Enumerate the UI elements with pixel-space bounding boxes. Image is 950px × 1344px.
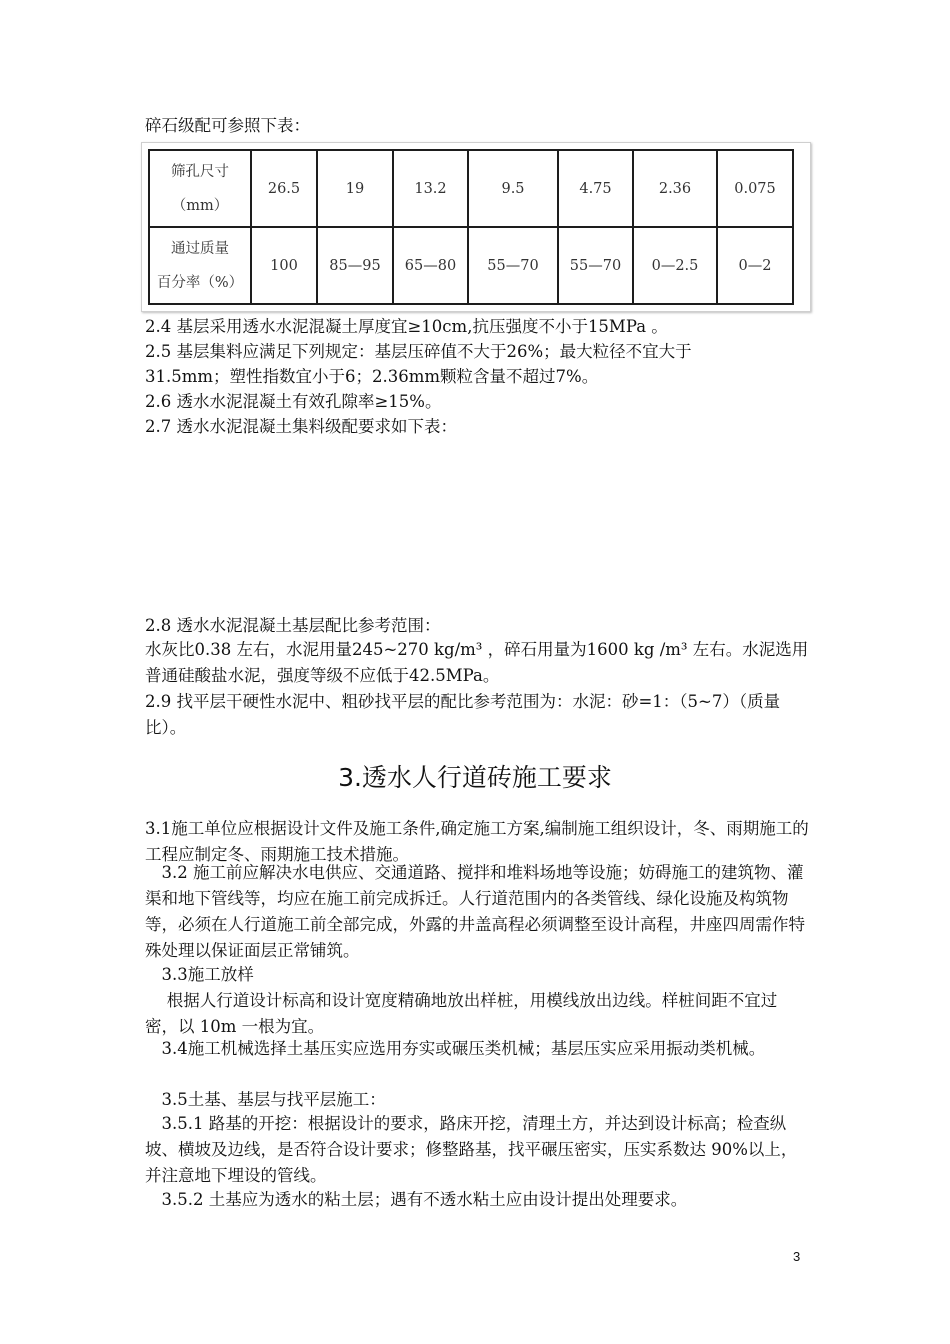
para-3-3-body: 根据人行道设计标高和设计宽度精确地放出样桩，用模线放出边线。样桩间距不宜过密，以 10m 一根为宜。	[145, 991, 778, 1036]
item-2-4: 2.4 基层采用透水水泥混凝土厚度宜≥10cm,抗压强度不小于15MPa 。	[145, 317, 668, 336]
item-2-5-line2: 31.5mm；塑性指数宜小于6；2.36mm颗粒含量不超过7%。	[145, 367, 599, 386]
row-header-passing-percent: 通过质量 百分率（%）	[149, 227, 251, 304]
table-cell: 0.075	[717, 150, 793, 227]
para-3-5-1: 3.5.1 路基的开挖：根据设计的要求，路床开挖，清理土方，并达到设计标高；检查纵坡、横坡及边线，是否符合设计要求；修整路基，找平碾压密实，压实系数达 90%以上，并注意地下埋设的管线。	[145, 1114, 798, 1185]
para-3-5: 3.5土基、基层与找平层施工：	[145, 1090, 386, 1109]
item-2-6: 2.6 透水水泥混凝土有效孔隙率≥15%。	[145, 392, 442, 411]
para-3-5-2: 3.5.2 土基应为透水的粘土层；遇有不透水粘土应由设计提出处理要求。	[145, 1190, 688, 1209]
item-2-8-body: 水灰比0.38 左右，水泥用量245~270 kg/m³ ，碎石用量为1600 kg /m³ 左右。水泥选用普通硅酸盐水泥，强度等级不应低于42.5MPa。	[145, 640, 809, 685]
table-intro: 碎石级配可参照下表：	[145, 116, 310, 135]
para-3-4: 3.4施工机械选择土基压实应选用夯实或碾压类机械；基层压实应采用振动类机械。	[145, 1039, 766, 1058]
gradation-table-image	[141, 142, 811, 312]
table-cell: 13.2	[393, 150, 468, 227]
item-2-7: 2.7 透水水泥混凝土集料级配要求如下表：	[145, 417, 457, 436]
para-3-1: 3.1施工单位应根据设计文件及施工条件,确定施工方案,编制施工组织设计，冬、雨期施工的工程应制定冬、雨期施工技术措施。	[145, 819, 809, 864]
table-cell: 100	[251, 227, 317, 304]
table-cell: 0—2	[717, 227, 793, 304]
item-2-8: 2.8 透水水泥混凝土基层配比参考范围：	[145, 616, 441, 635]
section-title: 3.透水人行道砖施工要求	[338, 763, 612, 792]
table-cell: 9.5	[468, 150, 558, 227]
table-cell: 55—70	[468, 227, 558, 304]
page-number: 3	[793, 1249, 801, 1264]
table-cell: 0—2.5	[633, 227, 717, 304]
para-3-2: 3.2 施工前应解决水电供应、交通道路、搅拌和堆料场地等设施；妨碍施工的建筑物、灌渠和地下管线等，均应在施工前完成拆迁。人行道范围内的各类管线、绿化设施及构筑物等，必须在人行道施工前全部完成，外露的井盖高程必须调整至设计高程，井座四周需作特殊处理以保证面层正常铺筑。	[145, 863, 805, 960]
item-2-5-line1: 2.5 基层集料应满足下列规定：基层压碎值不大于26%；最大粒径不宜大于	[145, 342, 692, 361]
item-2-9: 2.9 找平层干硬性水泥中、粗砂找平层的配比参考范围为：水泥：砂=1：（5~7）（质量比）。	[145, 692, 781, 737]
gradation-table	[148, 149, 794, 305]
table-row	[149, 227, 793, 304]
table-cell: 26.5	[251, 150, 317, 227]
table-cell: 2.36	[633, 150, 717, 227]
para-3-3-heading: 3.3施工放样	[145, 965, 254, 984]
table-cell: 55—70	[558, 227, 633, 304]
table-cell: 19	[317, 150, 393, 227]
table-row	[149, 150, 793, 227]
table-cell: 85—95	[317, 227, 393, 304]
table-cell: 65—80	[393, 227, 468, 304]
table-cell: 4.75	[558, 150, 633, 227]
row-header-sieve-size: 筛孔尺寸 （mm）	[149, 150, 251, 227]
